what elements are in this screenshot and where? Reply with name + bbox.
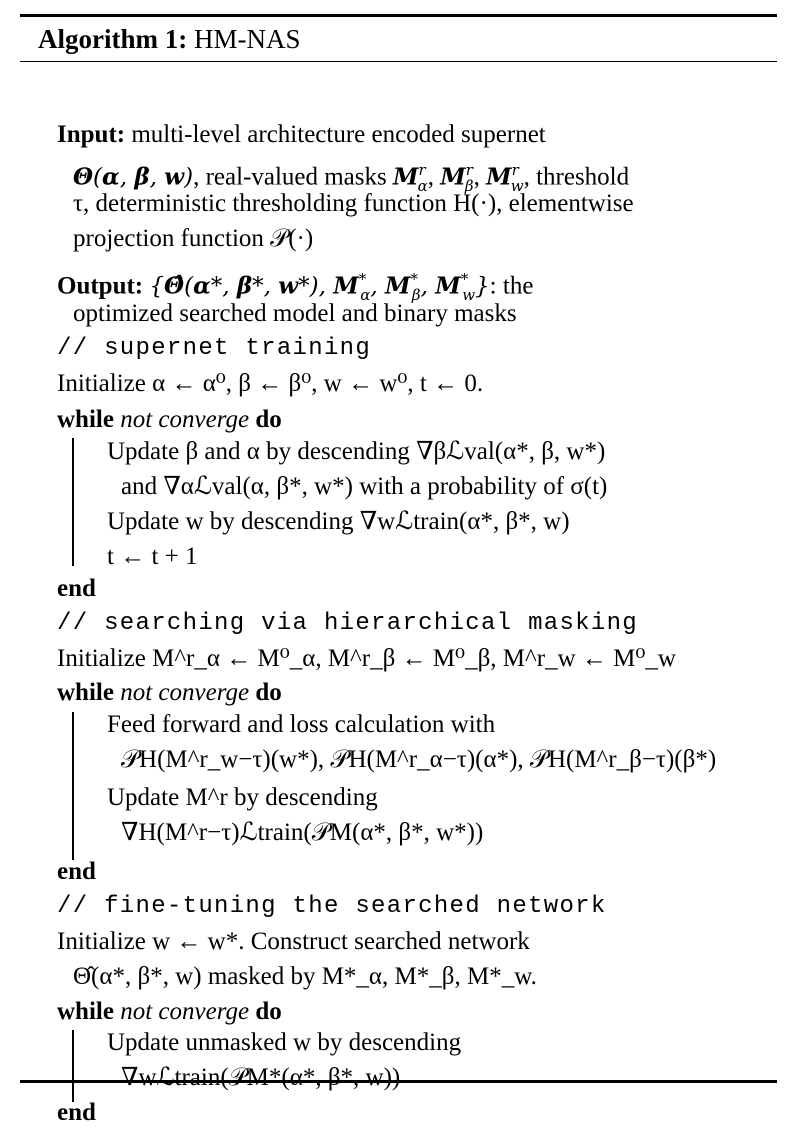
end-line-3: end [57, 1099, 96, 1127]
loop-bar-2 [72, 712, 74, 860]
algorithm-title [20, 17, 777, 61]
input-line-4: projection function 𝒫(·) [73, 225, 314, 253]
end-line-1: end [57, 575, 96, 603]
while-line-2: while not converge do [57, 679, 282, 707]
init-line-3b: Θ̂(α*, β*, w) masked by M*_α, M*_β, M*_w. [73, 963, 537, 991]
algorithm-name: HM-NAS [193, 24, 301, 54]
input-line-3: τ, deterministic thresholding function H(·), elementwise [73, 190, 634, 218]
step-5a: Update M^r by descending [107, 784, 378, 812]
init-line-3a: Initialize w ← w*. Construct searched network [57, 928, 530, 956]
algorithm-body [20, 62, 777, 1127]
step-2: Update w by descending ∇wℒtrain(α*, β*, w) [107, 508, 570, 536]
while-line-3: while not converge do [57, 998, 282, 1026]
output-line-1: Output: {Θ̂(α*, β*, w*), $M^*_\alpha$, $M^*_\beta$, $M^*_w$}: the [57, 270, 534, 304]
comment-fine-tuning: // fine-tuning the searched network [57, 893, 607, 921]
algorithm-box [20, 14, 777, 1127]
while-line-1: while not converge do [57, 406, 282, 434]
step-4a: Feed forward and loss calculation with [107, 711, 496, 739]
step-6a: Update unmasked w by descending [107, 1029, 462, 1057]
algorithm-label: Algorithm 1: [38, 24, 188, 54]
step-5b: ∇H(M^r−τ)ℒtrain(𝒫M(α*, β*, w*)) [121, 819, 484, 847]
step-4b: 𝒫H(M^r_w−τ)(w*), 𝒫H(M^r_α−τ)(α*), 𝒫H(M^r_β−τ)(β*) [121, 746, 717, 774]
init-line-2: Initialize M^r_α ← M⁰_α, M^r_β ← M⁰_β, M^r_w ← M⁰_w [57, 645, 676, 673]
input-line-1: Input: multi-level architecture encoded supernet [57, 121, 546, 149]
init-line-1: Initialize α ← α⁰, β ← β⁰, w ← w⁰, t ← 0. [57, 370, 484, 398]
output-line-2: optimized searched model and binary masks [73, 300, 517, 328]
step-1b: and ∇αℒval(α, β*, w*) with a probability of σ(t) [121, 473, 608, 501]
loop-bar-3 [72, 1030, 74, 1102]
comment-hierarchical-masking: // searching via hierarchical masking [57, 610, 638, 638]
step-1a: Update β and α by descending ∇βℒval(α*, β, w*) [107, 438, 606, 466]
step-3: t ← t + 1 [107, 543, 198, 571]
loop-bar-1 [72, 438, 74, 566]
comment-supernet-training: // supernet training [57, 335, 372, 363]
end-line-2: end [57, 858, 96, 886]
input-line-2: Θ(α, β, w), real-valued masks $M^r_\alpha$, $M^r_\beta$, $M^r_w$, threshold [73, 161, 630, 195]
step-6b: ∇wℒtrain(𝒫M*(α*, β*, w)) [121, 1064, 401, 1092]
